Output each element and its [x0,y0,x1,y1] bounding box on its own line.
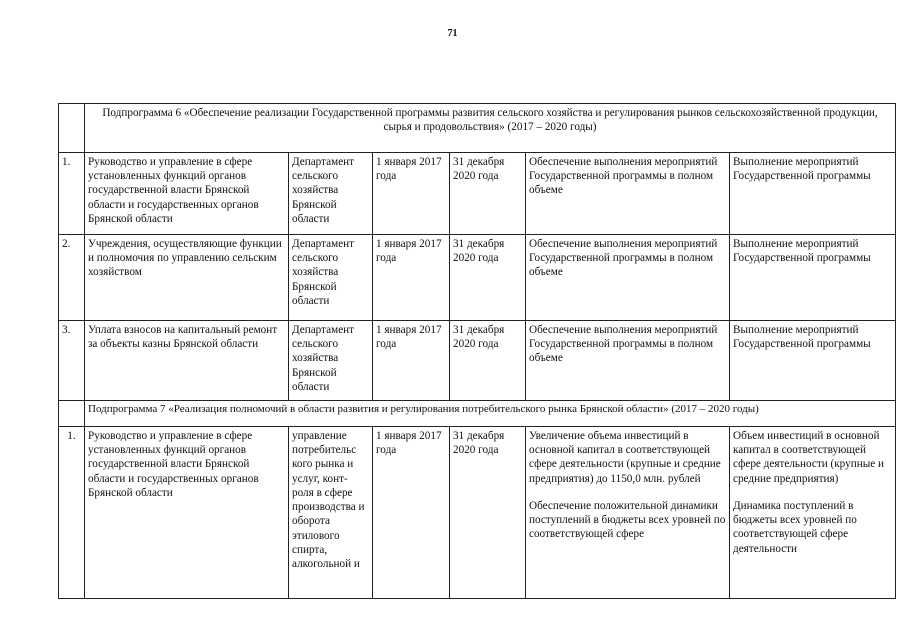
end-date-cell: 31 декабря 2020 года [450,427,526,599]
measures-table [58,103,896,599]
activity-cell: Руководство и управление в сфере установленных функций органов государственной власти Брянской области и государственных органов Брянской области [85,427,289,599]
row-number: 1. [59,153,85,235]
subprogram7-header-row [59,401,896,427]
start-date-cell: 1 января 2017 года [373,235,450,321]
indicator-cell: Выполнение мероприятий Государственной программы [730,321,896,401]
start-date-cell: 1 января 2017 года [373,427,450,599]
result-text-b: Обеспечение положительной динамики поступлений в бюджеты всех уровней по соответствующей сфере [529,499,726,541]
table-row [59,427,896,599]
page-number: 71 [447,28,458,39]
indicator-cell: Выполнение мероприятий Государственной программы [730,153,896,235]
executor-cell: Департамент сельского хозяйства Брянской области [289,153,373,235]
executor-cell: управление потребительс кого рынка и услуг, конт-роля в сфере производства и оборота этилового спирта, алкогольной и [289,427,373,599]
activity-cell: Уплата взносов на капитальный ремонт за объекты казны Брянской области [85,321,289,401]
row-number: 1. [59,427,85,599]
executor-cell: Департамент сельского хозяйства Брянской области [289,321,373,401]
start-date-cell: 1 января 2017 года [373,321,450,401]
start-date-cell: 1 января 2017 года [373,153,450,235]
result-cell: Обеспечение выполнения мероприятий Государственной программы в полном объеме [526,153,730,235]
indicator-text-a: Объем инвестиций в основной капитал в соответствующей сфере деятельности (крупные и средние предприятия) [733,430,884,485]
activity-cell: Руководство и управление в сфере установленных функций органов государственной власти Брянской области и государственных органов Брянской области [85,153,289,235]
result-cell: Обеспечение выполнения мероприятий Государственной программы в полном объеме [526,235,730,321]
end-date-cell: 31 декабря 2020 года [450,235,526,321]
indicator-cell: Выполнение мероприятий Государственной программы [730,235,896,321]
executor-cell: Департамент сельского хозяйства Брянской области [289,235,373,321]
row-number: 2. [59,235,85,321]
table-row [59,153,896,235]
result-cell: Обеспечение выполнения мероприятий Государственной программы в полном объеме [526,321,730,401]
indicator-cell [730,427,896,599]
result-cell [526,427,730,599]
subprogram6-header-row [59,104,896,153]
result-text-a: Увеличение объема инвестиций в основной капитал в соответствующей сфере деятельности (крупные и средние предприятия) до 1150,0 млн. рублей [529,430,721,485]
row-number: 3. [59,321,85,401]
end-date-cell: 31 декабря 2020 года [450,321,526,401]
table-row [59,235,896,321]
activity-cell: Учреждения, осуществляющие функции и полномочия по управлению сельским хозяйством [85,235,289,321]
table-row [59,321,896,401]
subprogram7-title: Подпрограмма 7 «Реализация полномочий в области развития и регулирования потребительского рынка Брянской области» (2017 – 2020 годы) [85,401,896,427]
empty-cell [59,104,85,153]
subprogram6-title: Подпрограмма 6 «Обеспечение реализации Государственной программы развития сельского хозяйства и регулирования рынков сельскохозяйственной продукции, сырья и продовольствия» (2017 – 2020 годы) [85,104,896,153]
indicator-text-b: Динамика поступлений в бюджеты всех уровней по соответствующей сфере деятельности [733,499,857,555]
empty-cell [59,401,85,427]
end-date-cell: 31 декабря 2020 года [450,153,526,235]
